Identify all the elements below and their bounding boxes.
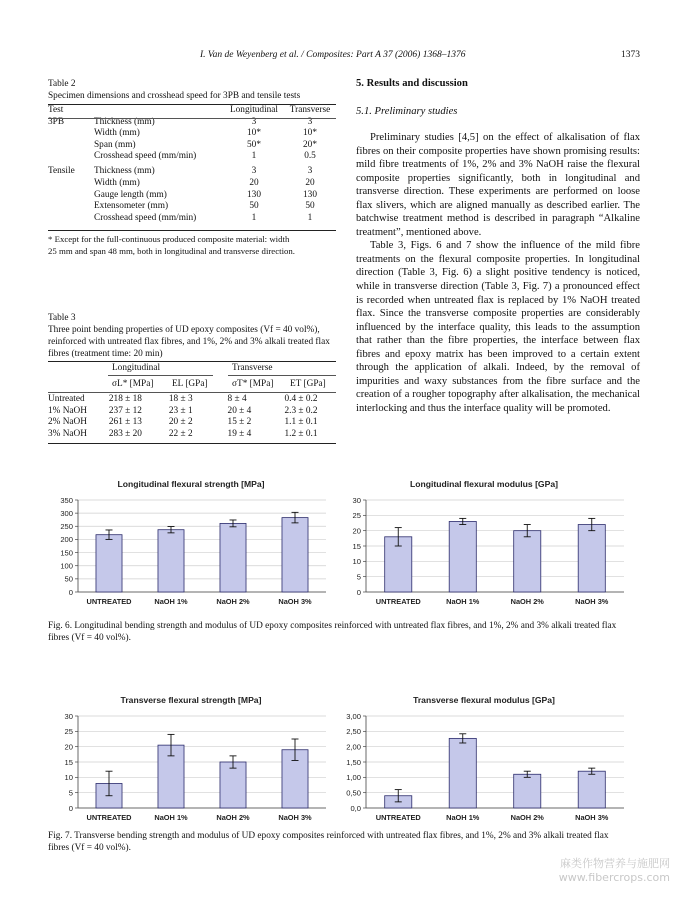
y-tick-label: 0	[68, 803, 73, 813]
table3-group-rule-long	[108, 375, 213, 376]
table2-row	[48, 140, 336, 152]
table3-title-3: fibres (treatment time: 20 min)	[48, 349, 163, 359]
bar	[514, 531, 541, 592]
table3-h2: EL [GPa]	[172, 379, 208, 389]
table3-cell-c: 8 ± 4	[227, 394, 247, 404]
table2-row	[48, 151, 336, 163]
table2-cell-long: 1	[251, 151, 257, 162]
x-tick-label: NaOH 3%	[575, 597, 609, 606]
table3-cell-b: 20 ± 2	[168, 417, 193, 428]
x-tick-label: NaOH 3%	[278, 813, 312, 822]
table3-row	[48, 429, 336, 441]
chart-long-strength	[48, 474, 334, 614]
body-text	[356, 131, 640, 415]
y-tick-label: 150	[60, 548, 73, 558]
table2-row	[48, 178, 336, 190]
y-tick-label: 0	[68, 587, 73, 597]
y-tick-label: 1,00	[346, 773, 361, 783]
table2-cell-long: 10*	[247, 128, 261, 139]
table2-cell-group	[48, 128, 94, 140]
table2-cell-group	[48, 151, 94, 163]
table3-header-rule	[48, 392, 336, 393]
y-tick-label: 20	[64, 742, 73, 752]
y-tick-label: 25	[352, 511, 361, 521]
bar	[578, 771, 605, 808]
x-tick-label: NaOH 2%	[216, 597, 250, 606]
table3-group-trans: Transverse	[232, 363, 273, 373]
table2-footnote-1: * Except for the full-continuous produced composite material: width	[48, 234, 290, 244]
x-tick-label: NaOH 1%	[446, 597, 480, 606]
table3-cell-b: 22 ± 2	[168, 428, 193, 439]
table3-cell-c: 20 ± 4	[227, 405, 252, 416]
subsection-heading: 5.1. Preliminary studies	[356, 106, 458, 117]
x-tick-label: NaOH 2%	[510, 813, 544, 822]
watermark-cn: 麻类作物营养与施肥网	[560, 857, 670, 870]
table2-cell-trans: 130	[303, 189, 317, 200]
table2-row	[48, 213, 336, 225]
x-tick-label: UNTREATED	[375, 813, 421, 822]
chart-title: Transverse flexural modulus [GPa]	[413, 695, 555, 705]
table3-bottom-rule	[48, 443, 336, 444]
y-tick-label: 0	[356, 587, 361, 597]
table3-group-rule-trans	[228, 375, 336, 376]
table2-cell-long: 20	[249, 177, 259, 188]
y-tick-label: 10	[352, 557, 361, 567]
bar	[220, 762, 246, 808]
table2-bottom-rule	[48, 230, 336, 231]
table3-top-rule	[48, 361, 336, 362]
table2-col-long: Longitudinal	[229, 105, 279, 115]
table3-h1: σL* [MPa]	[112, 379, 154, 389]
y-tick-label: 3,00	[346, 711, 361, 721]
table2-col-trans: Transverse	[289, 105, 331, 115]
table2-cell-param: Width (mm)	[94, 128, 140, 139]
chart-title: Longitudinal flexural strength [MPa]	[117, 479, 265, 489]
y-tick-label: 20	[352, 526, 361, 536]
y-tick-label: 0,0	[350, 803, 361, 813]
table2-header-rule	[48, 118, 336, 119]
y-tick-label: 2,00	[346, 742, 361, 752]
chart-long-modulus	[336, 474, 632, 614]
table2-cell-group: 3PB	[48, 116, 65, 127]
table2-cell-trans: 20*	[303, 139, 317, 150]
table3-cell-d: 2.3 ± 0.2	[284, 405, 318, 416]
y-tick-label: 5	[356, 572, 361, 582]
table3-cell-c: 19 ± 4	[227, 428, 252, 439]
table3-group-long: Longitudinal	[112, 363, 161, 373]
bar	[449, 521, 476, 592]
table2-cell-param: Crosshead speed (mm/min)	[94, 212, 197, 223]
table2-cell-group	[48, 213, 94, 225]
bar	[578, 525, 605, 592]
fig6-caption-1: Fig. 6. Longitudinal bending strength and modulus of UD epoxy composites reinforced with untreated flax fibres, and 1%, 2% and 3% alkali treated flax	[48, 621, 617, 631]
table2-cell-group	[48, 178, 94, 190]
table2	[48, 105, 336, 224]
table2-cell-trans: 1	[307, 212, 313, 223]
y-tick-label: 15	[64, 757, 73, 767]
x-tick-label: NaOH 3%	[278, 597, 312, 606]
chart-trans-modulus	[336, 690, 632, 830]
y-tick-label: 5	[68, 788, 73, 798]
table3-cell-name: 1% NaOH	[48, 405, 87, 416]
table2-cell-trans: 3	[307, 116, 313, 127]
table3-label: Table 3	[48, 313, 76, 323]
table2-cell-group	[48, 140, 94, 152]
table2-cell-trans: 50	[305, 201, 315, 212]
table2-footnote-2: 25 mm and span 48 mm, both in longitudinal and transverse direction.	[48, 246, 296, 256]
table2-cell-trans: 3	[307, 165, 313, 176]
table2-cell-group: Tensile	[48, 165, 75, 176]
table2-cell-long: 130	[247, 189, 261, 200]
x-tick-label: NaOH 1%	[154, 597, 188, 606]
y-tick-label: 300	[60, 508, 73, 518]
table3-cell-d: 1.1 ± 0.1	[284, 417, 318, 428]
watermark	[559, 857, 670, 885]
table2-cell-param: Span (mm)	[94, 139, 136, 150]
y-tick-label: 100	[60, 561, 73, 571]
table3-cell-b: 18 ± 3	[168, 394, 193, 404]
x-tick-label: UNTREATED	[375, 597, 421, 606]
table3-row	[48, 394, 336, 406]
y-tick-label: 200	[60, 535, 73, 545]
paragraph-2: Table 3, Figs. 6 and 7 show the influence of the mild fibre treatments on the flexural composite properties. In longitudinal direction (Table 3, Fig. 6) a slight positive tendency is noticed, while in transverse direction (Table 3, Fig. 7) a pronounced effect is recorded when untreated flax is replaced by 1% NaOH treated flax. Since the transverse composite properties are considerably influenced by the interface quality, this leads to the assumption that rather than the fibre properties, the interface between flax fibres and epoxy matrix has been improved to a certain extent through the application of alkali. Indeed, by the removal of impurities and waxy substances from the fibre surface and the creation of a rougher topography after alkalisation, the mechanical interlocking and thus the interface quality will be promoted.	[356, 240, 640, 414]
bar	[158, 530, 184, 592]
x-tick-label: NaOH 3%	[575, 813, 609, 822]
table2-row	[48, 201, 336, 213]
table2-row	[48, 190, 336, 202]
y-tick-label: 0,50	[346, 788, 361, 798]
y-tick-label: 2,50	[346, 727, 361, 737]
y-tick-label: 1,50	[346, 757, 361, 767]
y-tick-label: 50	[64, 574, 73, 584]
table3-cell-a: 237 ± 12	[108, 405, 142, 416]
table3-cell-a: 261 ± 13	[108, 417, 142, 428]
y-tick-label: 30	[352, 495, 361, 505]
x-tick-label: NaOH 1%	[154, 813, 188, 822]
table3-cell-c: 15 ± 2	[227, 417, 252, 428]
table2-cell-trans: 20	[305, 177, 315, 188]
bar	[282, 518, 308, 592]
table3-cell-d: 0.4 ± 0.2	[284, 394, 318, 404]
bar	[449, 738, 476, 808]
table3-cell-name: Untreated	[48, 394, 85, 404]
y-tick-label: 30	[64, 711, 73, 721]
table3-cell-name: 3% NaOH	[48, 428, 87, 439]
table2-cell-long: 3	[251, 116, 257, 127]
fig6-caption-2: fibres (Vf = 40 vol%).	[48, 633, 131, 643]
table3-cell-b: 23 ± 1	[168, 405, 193, 416]
table2-cell-param: Crosshead speed (mm/min)	[94, 151, 197, 162]
bar	[220, 523, 246, 592]
table3	[48, 394, 336, 440]
watermark-url: www.fibercrops.com	[558, 871, 670, 884]
table2-title: Specimen dimensions and crosshead speed for 3PB and tensile tests	[48, 91, 301, 101]
y-tick-label: 25	[64, 727, 73, 737]
table3-title-2: reinforced with untreated flax fibres, and 1%, 2% and 3% alkali treated flax	[48, 337, 330, 347]
paragraph-1: Preliminary studies [4,5] on the effect of alkalisation of flax fibres on their composite properties have shown promising results: mild fibre treatments of 1%, 2% and 3% NaOH raise the flexural composite properties significantly, both in longitudinal and transverse direction. These experiments are performed on loose flax slivers, which are aligned manually as described earlier. The batchwise treatment method is described in paragraph “Alkaline treatment”, mentioned above.	[356, 132, 640, 238]
table3-row	[48, 417, 336, 429]
y-tick-label: 15	[352, 541, 361, 551]
table3-h4: ET [GPa]	[290, 379, 326, 389]
x-tick-label: UNTREATED	[86, 813, 132, 822]
table3-cell-a: 283 ± 20	[108, 428, 142, 439]
fig7-caption-2: fibres (Vf = 40 vol%).	[48, 843, 131, 853]
table3-h3: σT* [MPa]	[232, 379, 274, 389]
section-heading: 5. Results and discussion	[356, 78, 468, 89]
y-tick-label: 350	[60, 495, 73, 505]
table3-title-1: Three point bending properties of UD epoxy composites (Vf = 40 vol%),	[48, 325, 320, 335]
page-number: 1373	[621, 50, 640, 60]
x-tick-label: UNTREATED	[86, 597, 132, 606]
table2-cell-param: Gauge length (mm)	[94, 189, 167, 200]
x-tick-label: NaOH 2%	[216, 813, 250, 822]
table2-col-test: Test	[48, 105, 64, 115]
table2-row	[48, 163, 336, 178]
table3-cell-name: 2% NaOH	[48, 417, 87, 428]
table3-row	[48, 406, 336, 418]
table2-label: Table 2	[48, 79, 76, 89]
table2-cell-long: 3	[251, 165, 257, 176]
table2-cell-param: Thickness (mm)	[94, 165, 155, 176]
table2-cell-group	[48, 190, 94, 202]
table2-cell-group	[48, 201, 94, 213]
fig7-caption-1: Fig. 7. Transverse bending strength and modulus of UD epoxy composites reinforced with untreated flax fibres, and 1%, 2% and 3% alkali treated flax	[48, 831, 609, 841]
table2-cell-trans: 0.5	[304, 151, 316, 162]
y-tick-label: 250	[60, 522, 73, 532]
table2-cell-long: 50	[249, 201, 259, 212]
chart-title: Transverse flexural strength [MPa]	[120, 695, 262, 705]
table2-cell-long: 1	[251, 212, 257, 223]
table2-cell-param: Thickness (mm)	[94, 116, 155, 127]
chart-title: Longitudinal flexural modulus [GPa]	[409, 479, 559, 489]
running-header: I. Van de Weyenberg et al. / Composites: Part A 37 (2006) 1368–1376	[200, 50, 466, 60]
bar	[514, 774, 541, 808]
x-tick-label: NaOH 1%	[446, 813, 480, 822]
x-tick-label: NaOH 2%	[510, 597, 544, 606]
table3-cell-a: 218 ± 18	[108, 394, 142, 404]
table3-cell-d: 1.2 ± 0.1	[284, 428, 318, 439]
table2-cell-long: 50*	[247, 139, 261, 150]
table2-row	[48, 128, 336, 140]
table2-cell-param: Extensometer (mm)	[94, 201, 169, 212]
table2-header-row	[48, 105, 336, 117]
bar	[96, 535, 122, 592]
table2-cell-trans: 10*	[303, 128, 317, 139]
chart-trans-strength	[48, 690, 334, 830]
table2-cell-param: Width (mm)	[94, 177, 140, 188]
y-tick-label: 10	[64, 773, 73, 783]
